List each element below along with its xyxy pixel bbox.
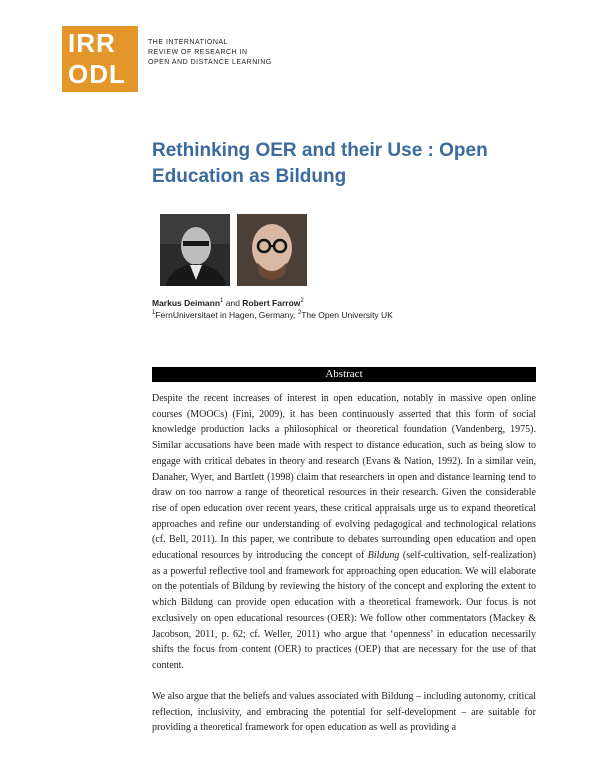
author-photo-farrow: [237, 214, 307, 286]
affiliation: The Open University UK: [301, 310, 393, 320]
affiliation-line: [152, 310, 393, 320]
author-conjunction: and: [223, 298, 243, 308]
journal-name-line: THE INTERNATIONAL: [148, 39, 228, 46]
author-name: Markus Deimann: [152, 298, 221, 308]
author-superscript: 2: [300, 298, 304, 305]
affiliation: FernUniversitaet in Hagen, Germany,: [155, 310, 298, 320]
author-line: [152, 298, 304, 308]
abstract-text: Despite the recent increases of interest in open education, notably in massive open online courses (MOOCs) (Fini, 2009), it has been continuously asserted that this form of social knowledge production lacks a philosophical or theoretical foundation (Vandenberg, 1975). Similar accusations have been made with respect to distance education, such as being slow to engage with critical debates in theory and research (Evans & Nation, 1992). In a similar vein, Danaher, Wyer, and Bartlett (1998) claim that researchers in open and distance learning tend to draw on too narrow a range of theoretical resources in their research. Given the considerable rise of open education over recent years, these critical appraisals urge us to expand theoretical approaches and refine our understanding of evolving pedagogical and technological relations (cf. Bell, 2011). In this paper, we contribute to debates surrounding open education and open educational resources by introducing the concept of: [152, 393, 536, 562]
logo-line-1: IRR: [68, 28, 116, 58]
author-name: Robert Farrow: [242, 298, 301, 308]
abstract-heading: Abstract: [152, 367, 536, 382]
affiliation-superscript: 1: [152, 310, 156, 317]
abstract-text: (self-cultivation, self-realization) as a powerful reflective tool and framework for approaching open education. We will elaborate on the potentials of Bildung by reviewing the history of the concept and exploring the extent to which Bildung can provide open education with a theoretical framework. Our focus is not exclusively on open educational resources (OER): We follow other commentators (Mackey & Jacobson, 2011, p. 62; cf. Weller, 2011) who argue that ‘openness’ in education necessarily shifts the focus from content (OER) to practices (OEP) that are necessary for the use of that content.: [152, 550, 537, 671]
abstract-paragraph: [152, 391, 536, 674]
article-title: Rethinking OER and their Use : Open Education as Bildung: [152, 140, 488, 187]
abstract-emphasis: Bildung: [367, 550, 400, 562]
author-photo-deimann: [160, 214, 230, 286]
journal-name: [148, 38, 272, 68]
journal-logo: [62, 26, 272, 92]
author-superscript: 1: [220, 298, 224, 305]
affiliation-superscript: 2: [297, 310, 302, 317]
journal-name-line: OPEN AND DISTANCE LEARNING: [148, 59, 272, 66]
logo-line-2: ODL: [68, 59, 126, 89]
logo-mark: [62, 26, 138, 92]
journal-name-line: REVIEW OF RESEARCH IN: [148, 49, 248, 56]
abstract-paragraph: We also argue that the beliefs and values associated with Bildung – including autonomy, critical reflection, inclusivity, and embracing the potential for self-development – are suitable for providing a theoretical framework for open education as well as providing a: [152, 691, 536, 734]
